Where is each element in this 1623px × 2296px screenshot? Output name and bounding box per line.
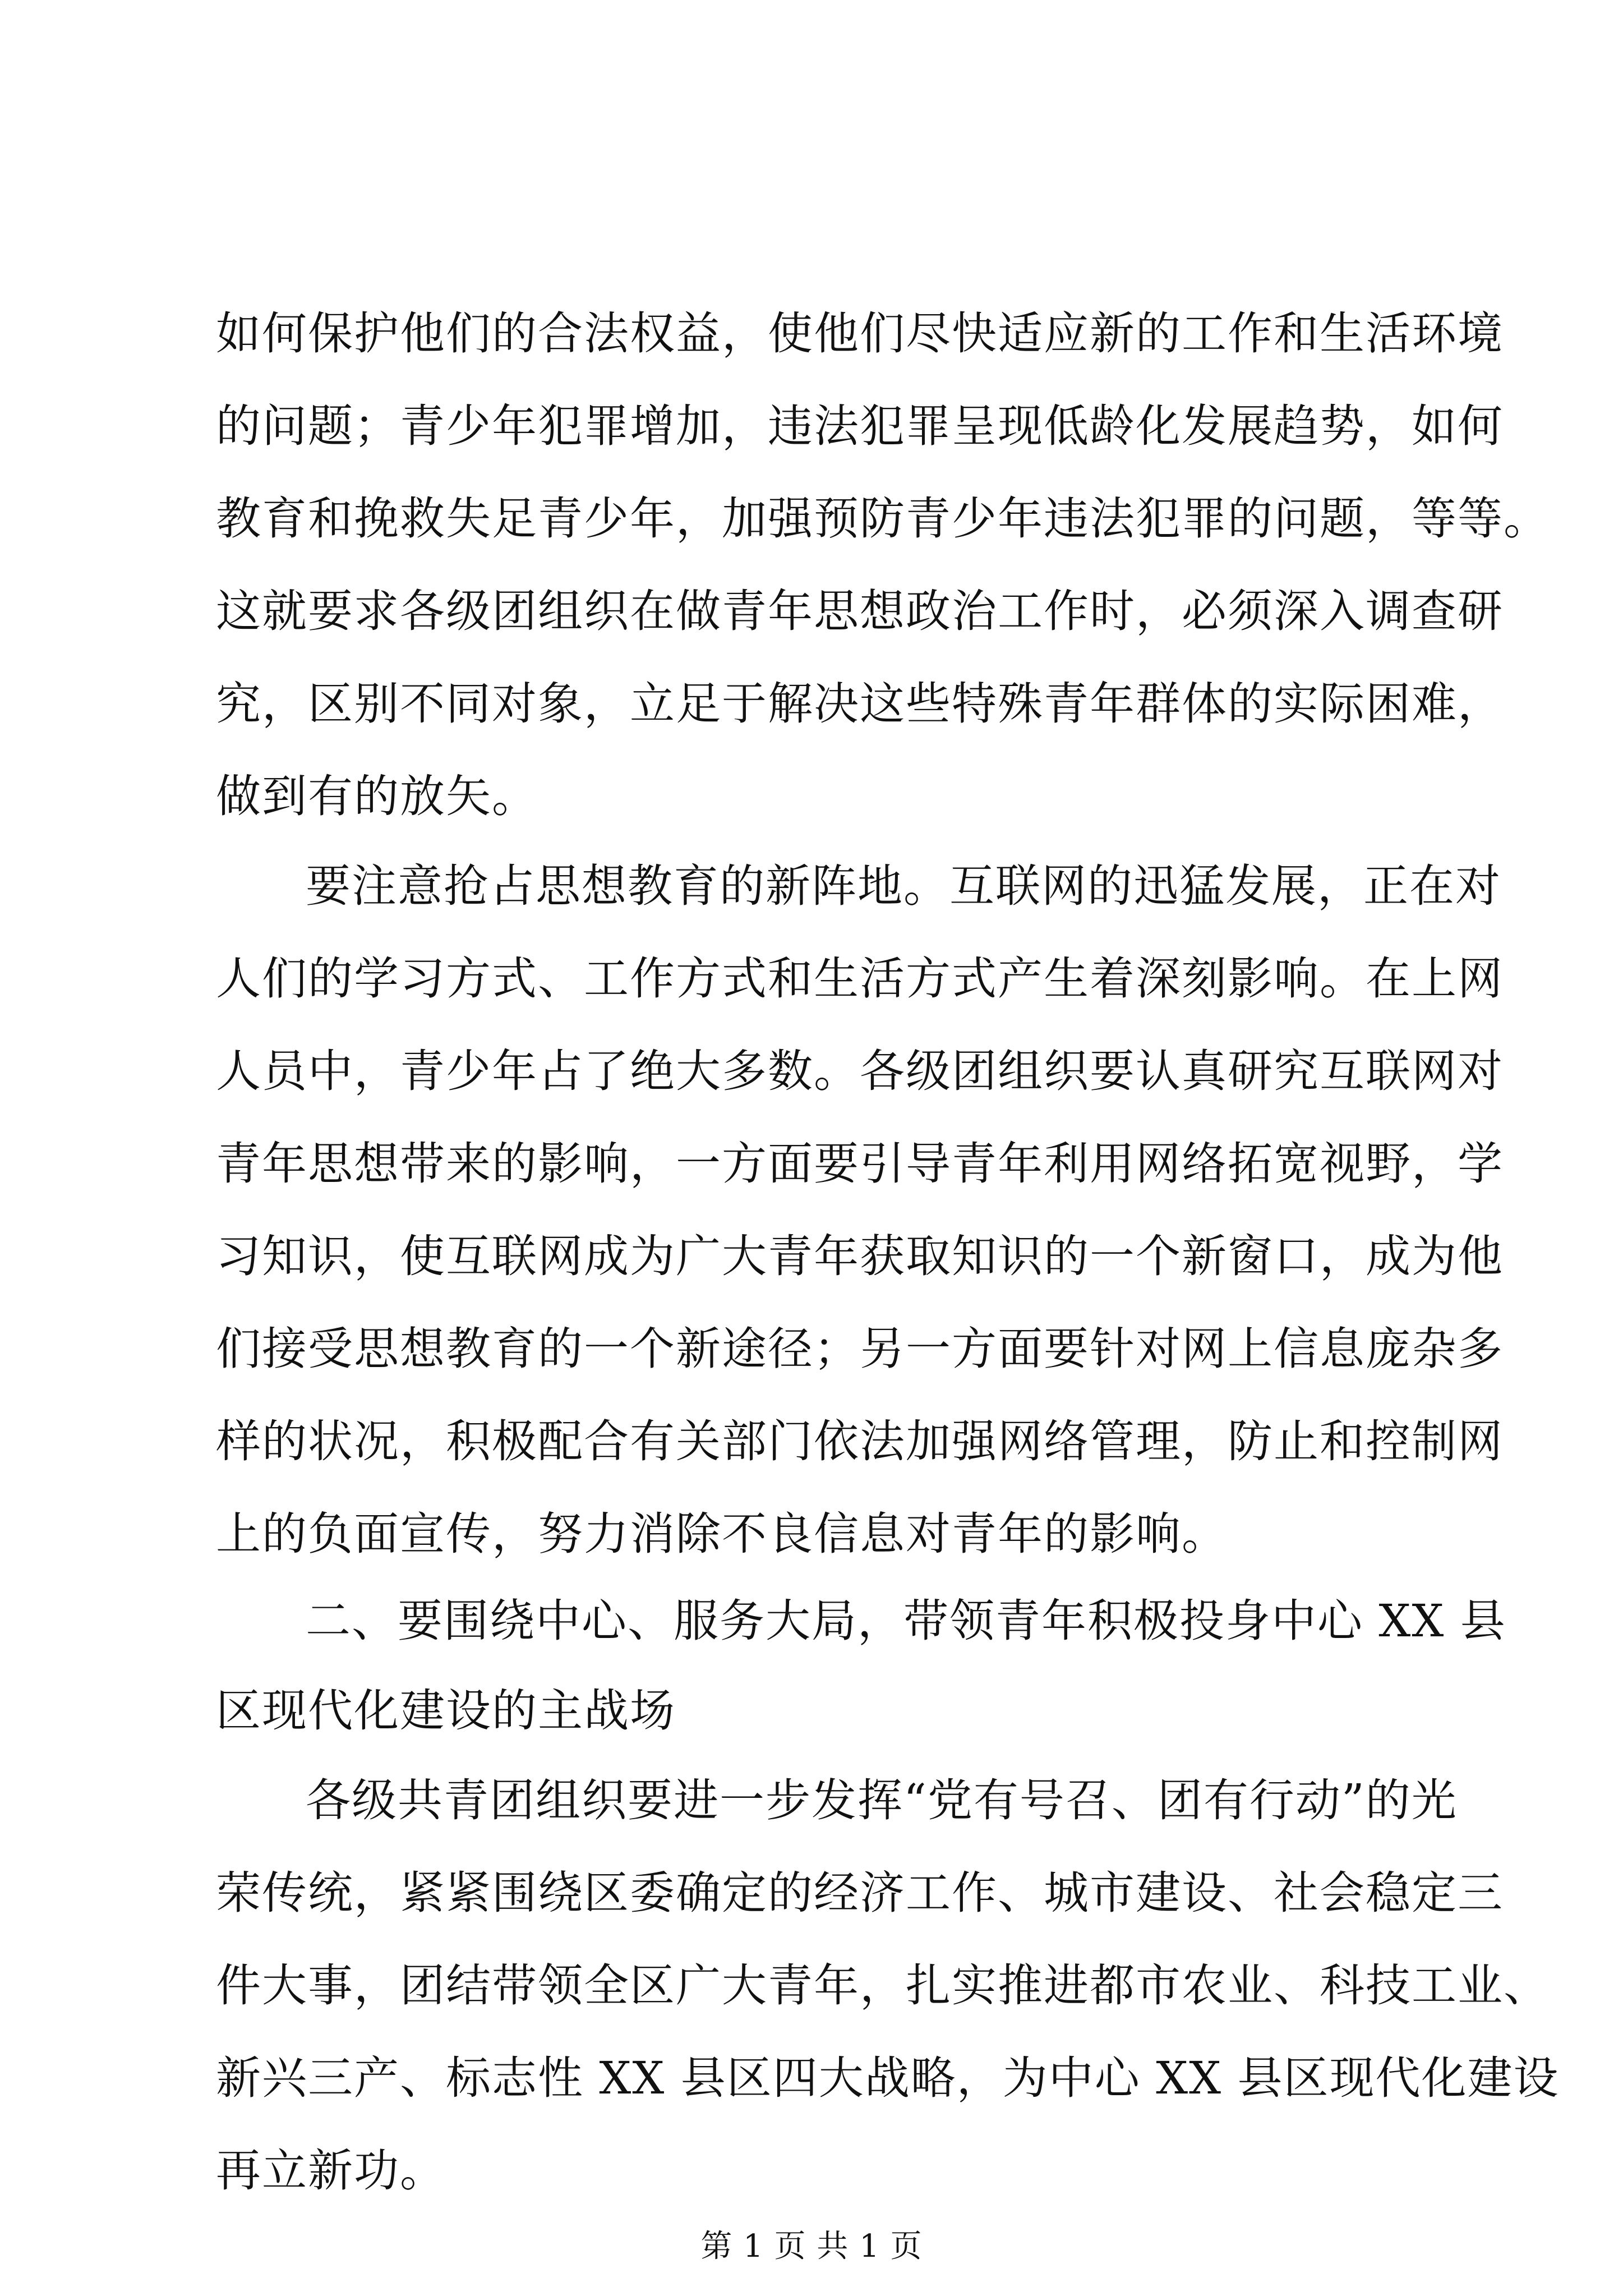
body-text-line: 究，区别不同对象，立足于解决这些特殊青年群体的实际困难， bbox=[216, 678, 1504, 730]
paragraph-first-line: 各级共青团组织要进一步发挥“党有号召、团有行动”的光 bbox=[306, 1774, 1458, 1826]
section-heading-line: 区现代化建设的主战场 bbox=[216, 1685, 676, 1737]
body-text-line: 人们的学习方式、工作方式和生活方式产生着深刻影响。在上网 bbox=[216, 953, 1504, 1005]
body-text-line: 样的状况，积极配合有关部门依法加强网络管理，防止和控制网 bbox=[216, 1415, 1504, 1467]
body-text-line: 习知识，使互联网成为广大青年获取知识的一个新窗口，成为他 bbox=[216, 1230, 1504, 1282]
body-text-line: 荣传统，紧紧围绕区委确定的经济工作、城市建设、社会稳定三 bbox=[216, 1867, 1504, 1919]
body-text-line: 再立新功。 bbox=[216, 2145, 446, 2197]
paragraph-first-line: 要注意抢占思想教育的新阵地。互联网的迅猛发展，正在对 bbox=[306, 860, 1501, 912]
body-text-line: 新兴三产、标志性 XX 县区四大战略，为中心 XX 县区现代化建设 bbox=[216, 2052, 1560, 2104]
body-text-line: 教育和挽救失足青少年，加强预防青少年违法犯罪的问题，等等。 bbox=[216, 493, 1550, 545]
body-text-line: 如何保护他们的合法权益，使他们尽快适应新的工作和生活环境 bbox=[216, 307, 1504, 360]
body-text-line: 件大事，团结带领全区广大青年，扎实推进都市农业、科技工业、 bbox=[216, 1959, 1550, 2012]
section-heading-line: 二、要围绕中心、服务大局，带领青年积极投身中心 XX 县 bbox=[306, 1595, 1506, 1647]
body-text-line: 的问题；青少年犯罪增加，违法犯罪呈现低龄化发展趋势，如何 bbox=[216, 400, 1504, 452]
page-number-footer: 第 1 页 共 1 页 bbox=[700, 2228, 923, 2265]
body-text-line: 上的负面宣传，努力消除不良信息对青年的影响。 bbox=[216, 1508, 1228, 1560]
body-text-line: 人员中，青少年占了绝大多数。各级团组织要认真研究互联网对 bbox=[216, 1045, 1504, 1097]
body-text-line: 这就要求各级团组织在做青年思想政治工作时，必须深入调查研 bbox=[216, 585, 1504, 637]
body-text-line: 们接受思想教育的一个新途径；另一方面要针对网上信息庞杂多 bbox=[216, 1323, 1504, 1375]
body-text-line: 青年思想带来的影响，一方面要引导青年利用网络拓宽视野，学 bbox=[216, 1138, 1504, 1190]
body-text-line: 做到有的放矢。 bbox=[216, 770, 538, 822]
